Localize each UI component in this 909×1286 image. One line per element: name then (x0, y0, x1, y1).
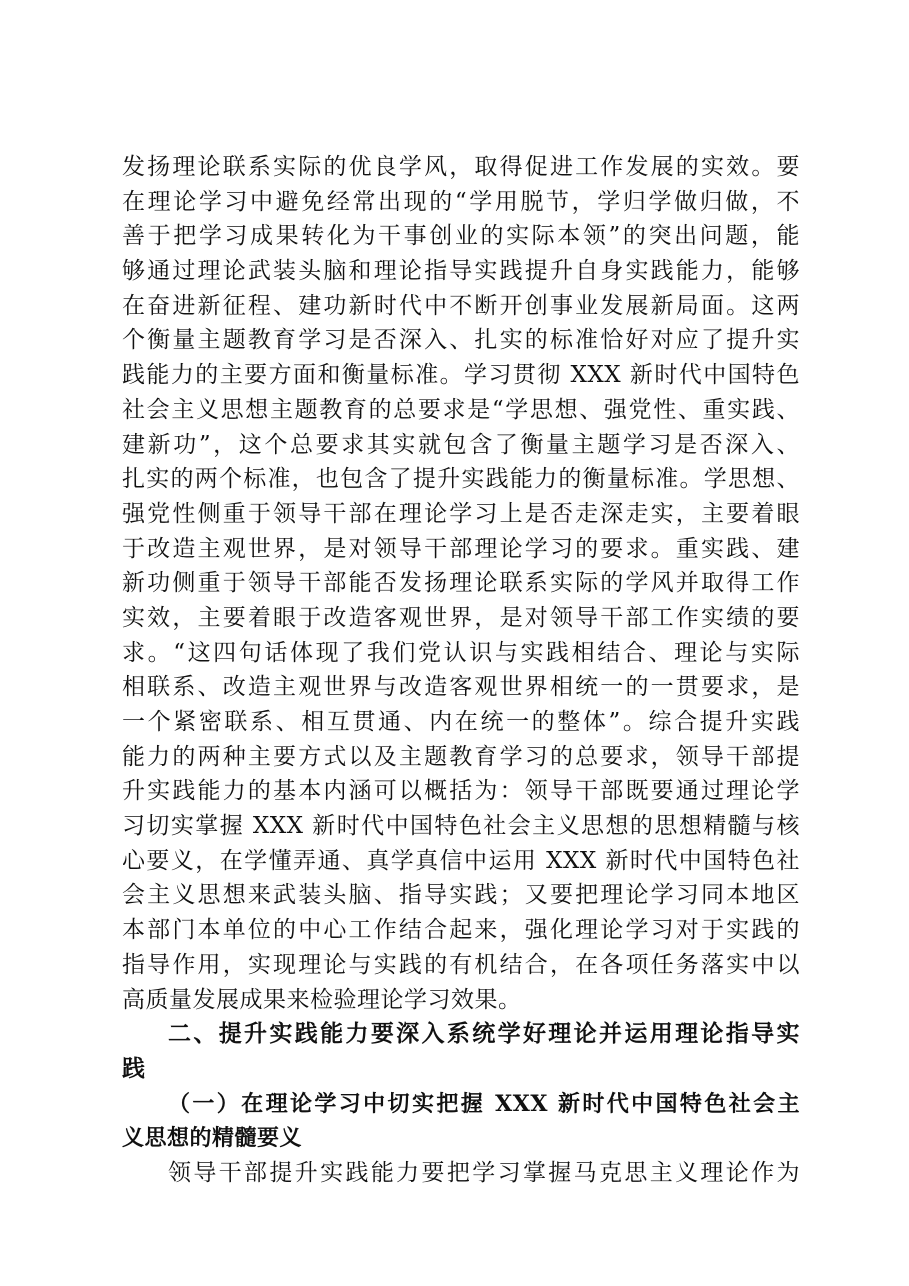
text-line: 心要义，在学懂弄通、真学真信中运用 XXX 新时代中国特色社 (122, 847, 800, 874)
subsection-heading (122, 1087, 800, 1156)
paragraph (122, 1156, 800, 1191)
text-line: 求。“这四句话体现了我们党认识与实践相结合、理论与实际 (122, 639, 800, 666)
text-line: 在奋进新征程、建功新时代中不断开创事业发展新局面。这两 (122, 292, 800, 319)
text-line: 建新功”，这个总要求其实就包含了衡量主题学习是否深入、 (122, 431, 800, 458)
text-line: 新功侧重于领导干部能否发扬理论联系实际的学风并取得工作 (122, 570, 800, 597)
text-line: 一个紧密联系、相互贯通、内在统一的整体”。综合提升实践 (122, 709, 800, 735)
subheading-line: 义思想的精髓要义 (122, 1125, 303, 1152)
text-line: 强党性侧重于领导干部在理论学习上是否走深走实，主要着眼 (122, 500, 800, 527)
section-heading (122, 1017, 800, 1086)
text-line: 扎实的两个标准，也包含了提升实践能力的衡量标准。学思想、 (122, 466, 800, 493)
text-line: 指导作用，实现理论与实践的有机结合，在各项任务落实中以 (122, 951, 800, 978)
text-line: 社会主义思想主题教育的总要求是“学思想、强党性、重实践、 (122, 396, 800, 423)
subheading-line: （一）在理论学习中切实把握 XXX 新时代中国特色社会主 (168, 1090, 800, 1117)
text-line: 实效，主要着眼于改造客观世界，是对领导干部工作实绩的要 (122, 604, 800, 631)
text-line: 升实践能力的基本内涵可以概括为：领导干部既要通过理论学 (122, 778, 800, 805)
text-line: 领导干部提升实践能力要把学习掌握马克思主义理论作为 (168, 1159, 800, 1186)
text-line: 于改造主观世界，是对领导干部理论学习的要求。重实践、建 (122, 535, 800, 562)
text-line: 发扬理论联系实际的优良学风，取得促进工作发展的实效。要 (122, 154, 800, 180)
text-line: 践能力的主要方面和衡量标准。学习贯彻 XXX 新时代中国特色 (122, 362, 800, 389)
text-line: 本部门本单位的中心工作结合起来，强化理论学习对于实践的 (122, 917, 800, 944)
text-line: 高质量发展成果来检验理论学习效果。 (122, 986, 522, 1013)
text-line: 个衡量主题教育学习是否深入、扎实的标准恰好对应了提升实 (122, 327, 800, 354)
heading-line: 践 (122, 1055, 146, 1082)
heading-line: 二、提升实践能力要深入系统学好理论并运用理论指导实 (168, 1021, 800, 1048)
text-line: 在理论学习中避免经常出现的“学用脱节，学归学做归做，不 (122, 188, 800, 215)
text-line: 相联系、改造主观世界与改造客观世界相统一的一贯要求，是 (122, 674, 800, 701)
paragraph (122, 150, 800, 1017)
text-line: 习切实掌握 XXX 新时代中国特色社会主义思想的思想精髓与核 (122, 813, 800, 840)
text-line: 会主义思想来武装头脑、指导实践；又要把理论学习同本地区 (122, 882, 800, 909)
text-line: 善于把学习成果转化为干事创业的实际本领”的突出问题，能 (122, 223, 800, 250)
text-line: 能力的两种主要方式以及主题教育学习的总要求，领导干部提 (122, 743, 800, 770)
document-body (122, 150, 800, 1191)
text-line: 够通过理论武装头脑和理论指导实践提升自身实践能力，能够 (122, 258, 800, 285)
